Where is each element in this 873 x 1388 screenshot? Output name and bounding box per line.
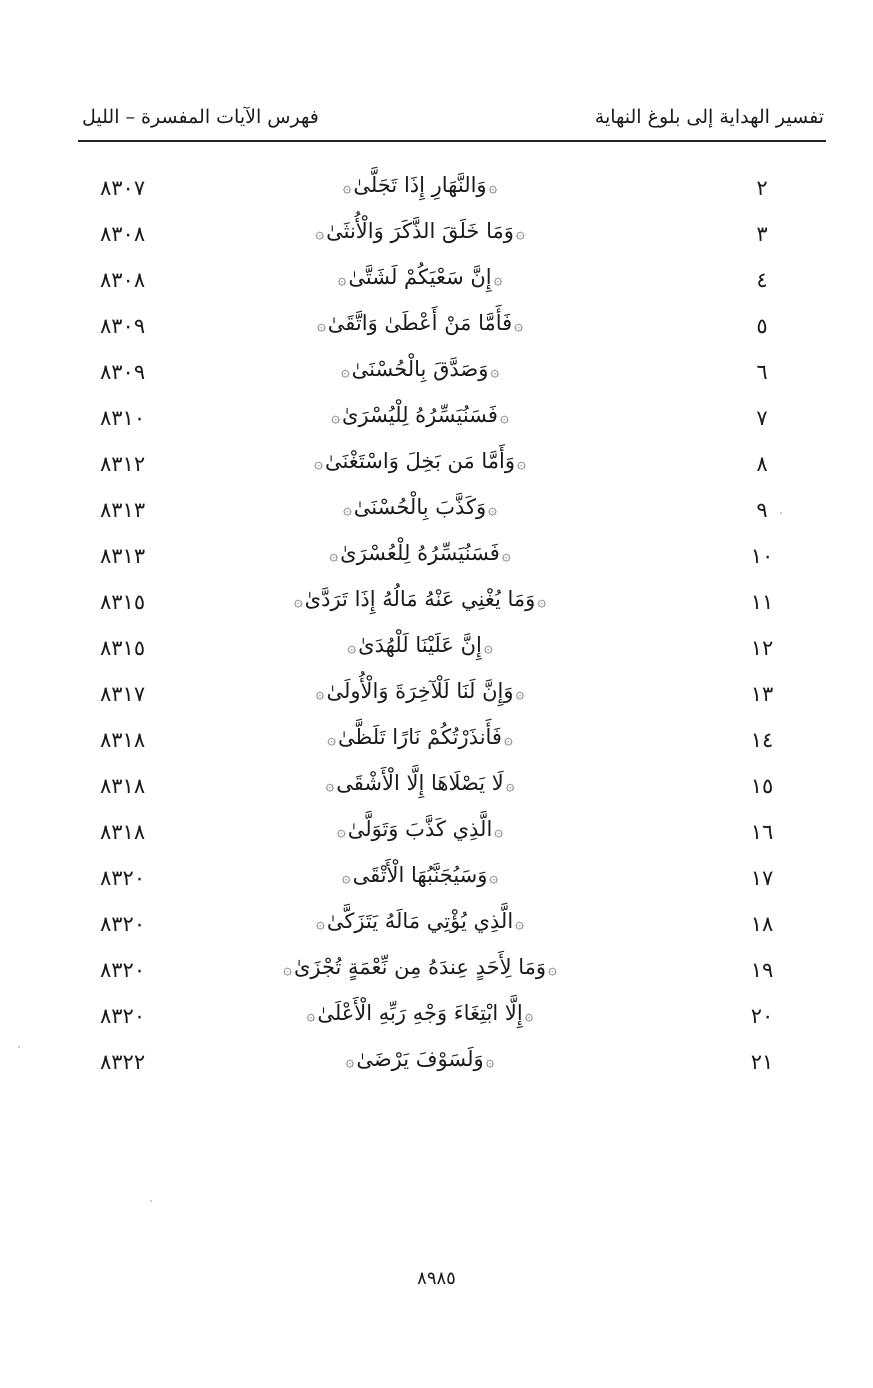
verse-ornament-icon: ۞ — [548, 960, 557, 978]
verse-number: ١١ — [750, 590, 774, 614]
verse-ornament-icon: ۞ — [499, 408, 509, 426]
verse-ornament-icon: ۞ — [293, 592, 303, 610]
verse-ornament-icon: ۞ — [490, 362, 500, 380]
verse-number: ٧ — [756, 406, 768, 430]
verse-number: ١٦ — [750, 820, 774, 844]
verse-ornament-icon: ۞ — [515, 914, 524, 932]
page-reference: ٨٣١٣ — [100, 544, 146, 568]
verse-ornament-icon: ۞ — [341, 868, 351, 886]
verse-text: الَّذِي كَذَّبَ وَتَوَلَّىٰ — [347, 817, 493, 841]
verse-number: ٢٠ — [750, 1004, 774, 1028]
verse-ornament-icon: ۞ — [336, 822, 346, 840]
verse-ornament-icon: ۞ — [537, 592, 547, 610]
table-row — [0, 996, 873, 1042]
verse-text-cell — [255, 311, 585, 335]
verse-text-cell — [255, 403, 585, 427]
verse-ornament-icon: ۞ — [485, 1052, 495, 1070]
table-row — [0, 812, 873, 858]
scan-speck — [780, 512, 782, 514]
verse-ornament-icon: ۞ — [488, 500, 497, 518]
verse-ornament-icon: ۞ — [517, 454, 526, 472]
verse-ornament-icon: ۞ — [514, 316, 523, 334]
page-reference: ٨٣٢٠ — [100, 912, 146, 936]
verse-ornament-icon: ۞ — [317, 316, 326, 334]
verse-ornament-icon: ۞ — [505, 776, 515, 794]
verse-ornament-icon: ۞ — [494, 822, 504, 840]
page-reference: ٨٣٠٨ — [100, 222, 146, 246]
verse-text-cell — [255, 679, 585, 703]
verse-number: ٦ — [756, 360, 768, 384]
verse-ornament-icon: ۞ — [327, 730, 337, 748]
verse-text-cell — [255, 541, 585, 565]
page-reference: ٨٣١٠ — [100, 406, 146, 430]
page-reference: ٨٣٢٠ — [100, 958, 146, 982]
verse-number: ١٧ — [750, 866, 774, 890]
verse-text: وَمَا لِأَحَدٍ عِندَهُ مِن نِّعْمَةٍ تُجْزَىٰ — [293, 955, 547, 979]
verse-number: ٨ — [756, 452, 768, 476]
verse-text-cell — [255, 1001, 585, 1025]
verse-ornament-icon: ۞ — [315, 224, 325, 242]
verse-text: وَأَمَّا مَن بَخِلَ وَاسْتَغْنَىٰ — [324, 449, 516, 473]
scan-speck — [150, 1200, 152, 1202]
verse-text-cell — [255, 909, 585, 933]
verse-text: الَّذِي يُؤْتِي مَالَهُ يَتَزَكَّىٰ — [326, 909, 514, 933]
verse-number: ٣ — [756, 222, 768, 246]
verse-text: فَسَنُيَسِّرُهُ لِلْعُسْرَىٰ — [340, 541, 500, 565]
verse-text: وَإِنَّ لَنَا لَلْآخِرَةَ وَالْأُولَىٰ — [326, 679, 514, 703]
table-row — [0, 214, 873, 260]
table-row — [0, 444, 873, 490]
page-reference: ٨٣١٥ — [100, 590, 146, 614]
table-row — [0, 766, 873, 812]
page-reference: ٨٣٢٢ — [100, 1050, 146, 1074]
verse-number: ٢١ — [750, 1050, 774, 1074]
verse-text-cell — [255, 357, 585, 381]
verse-number: ١٢ — [750, 636, 774, 660]
verse-text-cell — [255, 955, 585, 979]
verse-text: فَسَنُيَسِّرُهُ لِلْيُسْرَىٰ — [342, 403, 498, 427]
verse-ornament-icon: ۞ — [524, 1006, 534, 1024]
verse-text: فَأَمَّا مَنْ أَعْطَىٰ وَاتَّقَىٰ — [327, 311, 513, 335]
verse-ornament-icon: ۞ — [501, 546, 511, 564]
verse-text: وَمَا خَلَقَ الذَّكَرَ وَالْأُنثَىٰ — [326, 219, 514, 243]
verse-number: ٥ — [756, 314, 768, 338]
verse-number: ١٤ — [750, 728, 774, 752]
verse-ornament-icon: ۞ — [489, 868, 499, 886]
verse-ornament-icon: ۞ — [325, 776, 335, 794]
verse-ornament-icon: ۞ — [483, 638, 493, 656]
page-reference: ٨٣٠٨ — [100, 268, 146, 292]
verse-text-cell — [255, 817, 585, 841]
verse-ornament-icon: ۞ — [345, 1052, 355, 1070]
table-row — [0, 260, 873, 306]
verse-text-cell — [255, 587, 585, 611]
table-row — [0, 628, 873, 674]
verse-ornament-icon: ۞ — [515, 684, 525, 702]
table-row — [0, 352, 873, 398]
page-reference: ٨٣٢٠ — [100, 866, 146, 890]
page-reference: ٨٣١٨ — [100, 820, 146, 844]
verse-text: وَسَيُجَنَّبُهَا الْأَتْقَى — [352, 863, 488, 887]
page-reference: ٨٣١٥ — [100, 636, 146, 660]
page-number: ٨٩٨٥ — [417, 1268, 456, 1289]
verse-ornament-icon: ۞ — [343, 500, 352, 518]
verse-ornament-icon: ۞ — [315, 684, 325, 702]
verse-text-cell — [255, 633, 585, 657]
verse-text: إِنَّ سَعْيَكُمْ لَشَتَّىٰ — [348, 265, 492, 289]
verse-ornament-icon: ۞ — [306, 1006, 316, 1024]
index-title: فهرس الآيات المفسرة – الليل — [82, 106, 319, 128]
page-reference: ٨٣١٧ — [100, 682, 146, 706]
verse-text: وَكَذَّبَ بِالْحُسْنَىٰ — [353, 495, 487, 519]
page-reference: ٨٣١٨ — [100, 728, 146, 752]
verse-text-cell — [255, 219, 585, 243]
verse-number: ١٥ — [750, 774, 774, 798]
table-row — [0, 490, 873, 536]
verse-text-cell — [255, 173, 585, 197]
table-row — [0, 1042, 873, 1088]
verse-ornament-icon: ۞ — [316, 914, 325, 932]
table-row — [0, 582, 873, 628]
verse-ornament-icon: ۞ — [503, 730, 513, 748]
page-reference: ٨٣٢٠ — [100, 1004, 146, 1028]
verse-number: ١٣ — [750, 682, 774, 706]
verse-text: وَالنَّهَارِ إِذَا تَجَلَّىٰ — [353, 173, 487, 197]
page-reference: ٨٣٠٩ — [100, 360, 146, 384]
table-row — [0, 398, 873, 444]
verse-text: وَصَدَّقَ بِالْحُسْنَىٰ — [351, 357, 489, 381]
verse-ornament-icon: ۞ — [342, 178, 352, 196]
verse-text-cell — [255, 863, 585, 887]
verse-text-cell — [255, 495, 585, 519]
table-row — [0, 904, 873, 950]
verse-index-table — [0, 168, 873, 1088]
page-reference: ٨٣١٨ — [100, 774, 146, 798]
verse-number: ١٠ — [750, 544, 774, 568]
verse-ornament-icon: ۞ — [283, 960, 292, 978]
verse-text: وَلَسَوْفَ يَرْضَىٰ — [356, 1047, 484, 1071]
verse-text: إِلَّا ابْتِغَاءَ وَجْهِ رَبِّهِ الْأَعْلَىٰ — [317, 1001, 523, 1025]
table-row — [0, 858, 873, 904]
verse-number: ٩ — [756, 498, 768, 522]
verse-ornament-icon: ۞ — [340, 362, 350, 380]
table-row — [0, 168, 873, 214]
page-reference: ٨٣٠٩ — [100, 314, 146, 338]
verse-text: فَأَنذَرْتُكُمْ نَارًا تَلَظَّىٰ — [338, 725, 502, 749]
page-header — [78, 100, 826, 142]
verse-number: ١٨ — [750, 912, 774, 936]
table-row — [0, 950, 873, 996]
verse-number: ١٩ — [750, 958, 774, 982]
page-reference: ٨٣١٢ — [100, 452, 146, 476]
book-title: تفسير الهداية إلى بلوغ النهاية — [594, 106, 824, 128]
verse-text-cell — [255, 449, 585, 473]
verse-ornament-icon: ۞ — [329, 546, 339, 564]
verse-ornament-icon: ۞ — [515, 224, 525, 242]
verse-text-cell — [255, 771, 585, 795]
verse-ornament-icon: ۞ — [337, 270, 347, 288]
table-row — [0, 306, 873, 352]
verse-number: ٢ — [756, 176, 768, 200]
page-reference: ٨٣١٣ — [100, 498, 146, 522]
verse-ornament-icon: ۞ — [331, 408, 341, 426]
verse-text: وَمَا يُغْنِي عَنْهُ مَالُهُ إِذَا تَرَدَّىٰ — [304, 587, 536, 611]
page-reference: ٨٣٠٧ — [100, 176, 146, 200]
scan-speck — [18, 1046, 20, 1048]
verse-ornament-icon: ۞ — [488, 178, 498, 196]
verse-ornament-icon: ۞ — [493, 270, 503, 288]
verse-text: إِنَّ عَلَيْنَا لَلْهُدَىٰ — [358, 633, 482, 657]
table-row — [0, 720, 873, 766]
verse-text-cell — [255, 1047, 585, 1071]
verse-number: ٤ — [756, 268, 768, 292]
verse-ornament-icon: ۞ — [314, 454, 323, 472]
table-row — [0, 674, 873, 720]
verse-text-cell — [255, 725, 585, 749]
verse-ornament-icon: ۞ — [347, 638, 357, 656]
table-row — [0, 536, 873, 582]
verse-text-cell — [255, 265, 585, 289]
verse-text: لَا يَصْلَاهَا إِلَّا الْأَشْقَى — [336, 771, 504, 795]
